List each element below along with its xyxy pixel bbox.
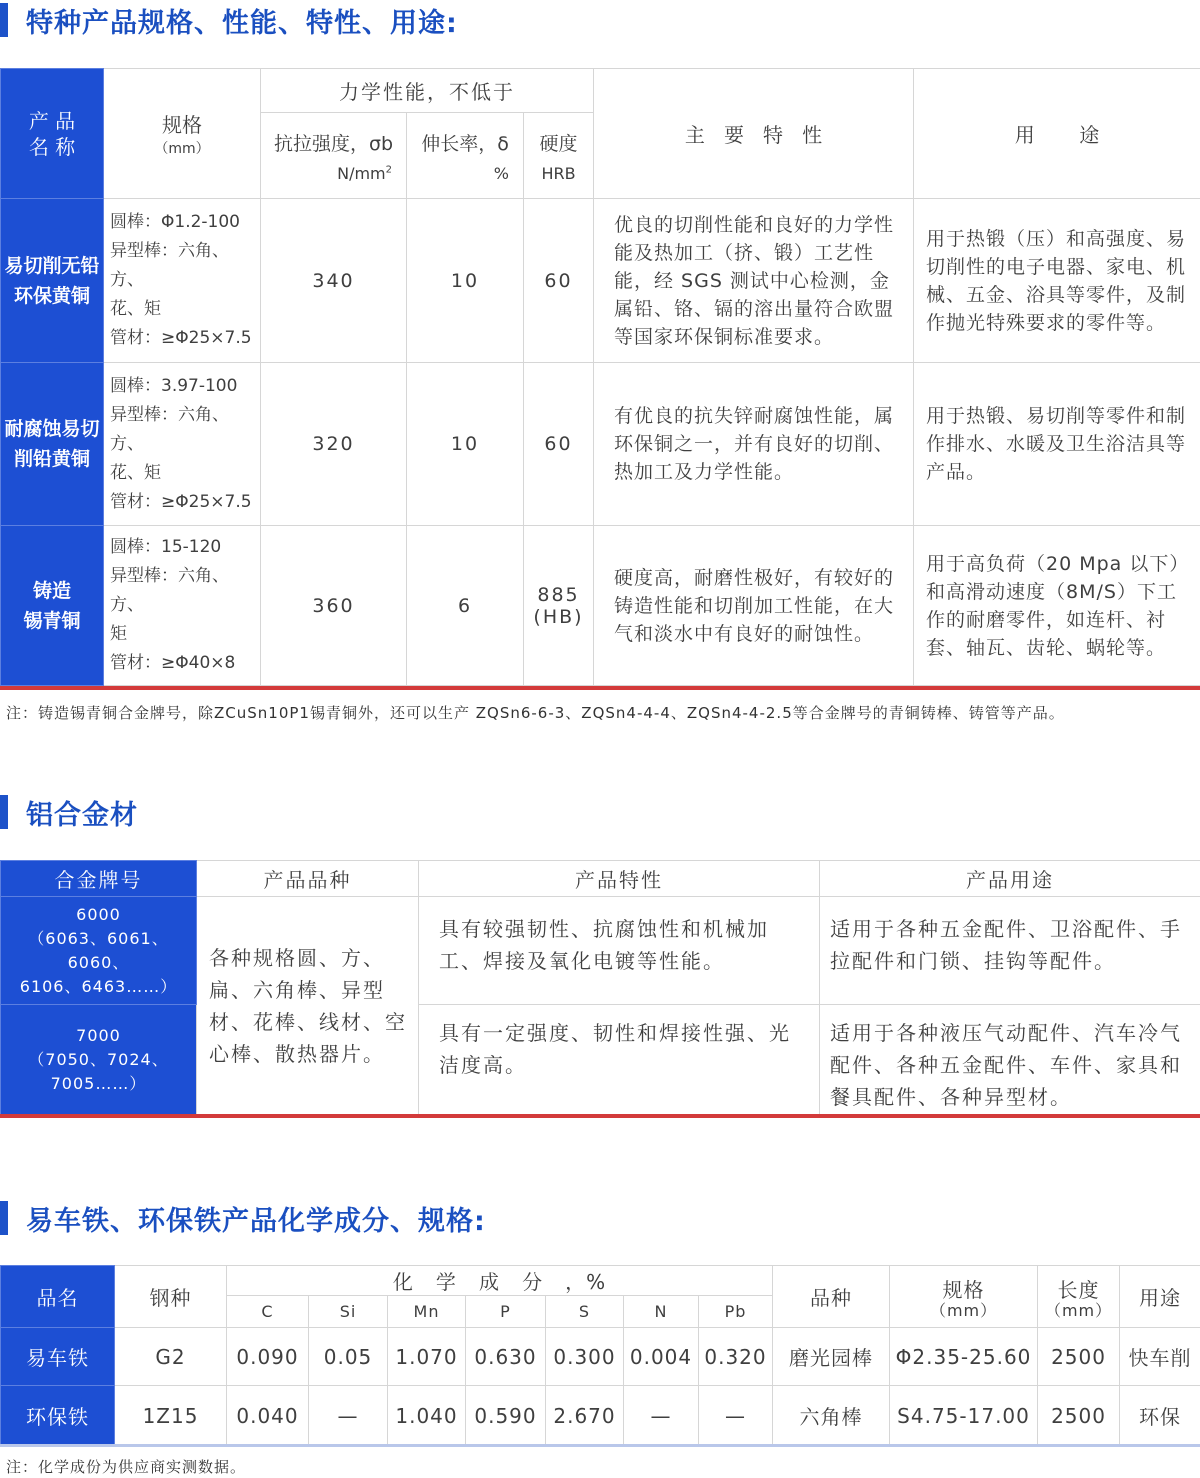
pb-value-cell: 0.320 <box>699 1328 773 1386</box>
hardness-cell: 60 <box>524 363 594 526</box>
header-tensile <box>261 113 407 199</box>
section2-accent-bar <box>0 795 8 829</box>
spec-cell: Φ2.35-25.60 <box>890 1328 1038 1386</box>
header-hard-label: 硬度 <box>539 132 578 155</box>
features-cell: 硬度高，耐磨性极好，有较好的铸造性能和切削加工性能，在大气和淡水中有良好的耐蚀性。 <box>594 526 914 686</box>
variety-cell: 六角棒 <box>773 1386 890 1446</box>
spec-cell: 圆棒：3.97-100 异型棒：六角、方、 花、矩 管材：≥Φ25×7.5 <box>104 363 261 526</box>
s-value-cell: 0.300 <box>546 1328 624 1386</box>
alloy-grade-cell: 7000 （7050、7024、 7005……） <box>1 1005 197 1115</box>
product-properties-cell: 具有较强韧性、抗腐蚀性和机械加工、焊接及氧化电镀等性能。 <box>419 897 820 1005</box>
hardness-cell: 60 <box>524 199 594 363</box>
section1-accent-bar <box>0 3 8 37</box>
free-cutting-steel-table <box>0 1265 1200 1446</box>
steel-grade-cell: 1Z15 <box>115 1386 227 1446</box>
section2-divider <box>0 1114 1200 1118</box>
header-spec-label: 规格 <box>162 113 202 137</box>
header-tensile-unit-wrap <box>261 164 406 183</box>
c-value-cell: 0.090 <box>227 1328 309 1386</box>
header-spec <box>104 69 261 199</box>
mn-value-cell: 1.070 <box>388 1328 466 1386</box>
header-length-label: 长度 <box>1057 1278 1100 1302</box>
table-row <box>1 897 1200 1005</box>
header-element-p: P <box>466 1296 546 1328</box>
section1-heading <box>0 0 458 40</box>
header-chemical-composition: 化 学 成 分 ，% <box>227 1266 773 1296</box>
elongation-cell: 10 <box>407 363 524 526</box>
si-value-cell: 0.05 <box>309 1328 388 1386</box>
section3-title: 易车铁、环保铁产品化学成分、规格: <box>26 1205 486 1237</box>
product-uses-cell: 适用于各种五金配件、卫浴配件、手拉配件和门锁、挂钩等配件。 <box>820 897 1200 1005</box>
header-element-s: S <box>546 1296 624 1328</box>
product-name-cell: 易切削无铅 环保黄铜 <box>1 199 104 363</box>
alloy-grade-cell: 6000 （6063、6061、6060、 6106、6463……） <box>1 897 197 1005</box>
header-mechanical: 力学性能，不低于 <box>261 69 594 113</box>
length-cell: 2500 <box>1038 1386 1120 1446</box>
features-cell: 优良的切削性能和良好的力学性能及热加工（挤、锻）工艺性能，经 SGS 测试中心检测，金属铅、铬、镉的溶出量符合欧盟等国家环保铜标准要求。 <box>594 199 914 363</box>
header-product-variety: 产品品种 <box>197 861 419 897</box>
n-value-cell: — <box>624 1386 699 1446</box>
use-cell: 快车削 <box>1120 1328 1200 1386</box>
product-name-cell: 环保铁 <box>1 1386 115 1446</box>
spec-cell: S4.75-17.00 <box>890 1386 1038 1446</box>
section1-divider <box>0 686 1200 690</box>
header-hard-unit: HRB <box>541 163 576 183</box>
header-product-name: 产 品 名 称 <box>1 69 104 199</box>
table-row <box>1 363 1200 526</box>
header-element-c: C <box>227 1296 309 1328</box>
si-value-cell: — <box>309 1386 388 1446</box>
header-spec <box>890 1266 1038 1328</box>
table-row <box>1 199 1200 363</box>
header-element-n: N <box>624 1296 699 1328</box>
use-cell: 环保 <box>1120 1386 1200 1446</box>
section1-title: 特种产品规格、性能、特性、用途: <box>26 7 458 39</box>
header-steel-grade: 钢种 <box>115 1266 227 1328</box>
spec-cell: 圆棒：Φ1.2-100 异型棒：六角、方、 花、矩 管材：≥Φ25×7.5 <box>104 199 261 363</box>
c-value-cell: 0.040 <box>227 1386 309 1446</box>
header-spec-unit: （mm） <box>929 1301 998 1320</box>
section3-divider <box>0 1444 1200 1447</box>
steel-grade-cell: G2 <box>115 1328 227 1386</box>
hardness-cell: 885 (HB) <box>524 526 594 686</box>
product-name-cell: 易车铁 <box>1 1328 115 1386</box>
header-features: 主 要 特 性 <box>594 69 914 199</box>
header-use: 用途 <box>1120 1266 1200 1328</box>
header-tensile-sup: 2 <box>385 164 392 176</box>
s-value-cell: 2.670 <box>546 1386 624 1446</box>
table-row <box>1 1386 1200 1446</box>
header-hardness <box>524 113 594 199</box>
product-uses-cell: 适用于各种液压气动配件、汽车冷气配件、各种五金配件、车件、家具和餐具配件、各种异型材。 <box>820 1005 1200 1115</box>
section3-heading <box>0 1198 486 1238</box>
product-variety-cell: 各种规格圆、方、扁、六角棒、异型材、花棒、线材、空心棒、散热器片。 <box>197 897 419 1115</box>
header-spec-unit: （mm） <box>154 141 210 157</box>
uses-cell: 用于高负荷（20 Mpa 以下）和高滑动速度（8M/S）下工作的耐磨零件，如连杆、衬套、轴瓦、齿轮、蜗轮等。 <box>914 526 1200 686</box>
header-tensile-label: 抗拉强度，σb <box>273 132 394 155</box>
aluminum-alloy-table <box>0 860 1200 1115</box>
header-variety: 品种 <box>773 1266 890 1328</box>
pb-value-cell: — <box>699 1386 773 1446</box>
p-value-cell: 0.590 <box>466 1386 546 1446</box>
elongation-cell: 6 <box>407 526 524 686</box>
header-element-si: Si <box>309 1296 388 1328</box>
header-length-unit: （mm） <box>1044 1301 1113 1320</box>
elongation-cell: 10 <box>407 199 524 363</box>
section3-note: 注：化学成份为供应商实测数据。 <box>6 1458 247 1476</box>
p-value-cell: 0.630 <box>466 1328 546 1386</box>
features-cell: 有优良的抗失锌耐腐蚀性能，属环保铜之一，并有良好的切削、热加工及力学性能。 <box>594 363 914 526</box>
section3-accent-bar <box>0 1201 8 1235</box>
table-row <box>1 1005 1200 1115</box>
header-element-mn: Mn <box>388 1296 466 1328</box>
header-element-pb: Pb <box>699 1296 773 1328</box>
product-name-cell: 耐腐蚀易切 削铅黄铜 <box>1 363 104 526</box>
uses-cell: 用于热锻（压）和高强度、易切削性的电子电器、家电、机械、五金、浴具等零件，及制作抛光特殊要求的零件等。 <box>914 199 1200 363</box>
header-elong-label: 伸长率，δ <box>421 132 509 155</box>
special-products-table <box>0 68 1200 686</box>
product-properties-cell: 具有一定强度、韧性和焊接性强、光洁度高。 <box>419 1005 820 1115</box>
tensile-cell: 360 <box>261 526 407 686</box>
header-product-properties: 产品特性 <box>419 861 820 897</box>
section1-note: 注：铸造锡青铜合金牌号，除ZCuSn10P1锡青铜外，还可以生产 ZQSn6-6-3、ZQSn4-4-4、ZQSn4-4-2.5等合金牌号的青铜铸棒、铸管等产品。 <box>6 704 1065 722</box>
mn-value-cell: 1.040 <box>388 1386 466 1446</box>
header-product-uses: 产品用途 <box>820 861 1200 897</box>
header-spec-label: 规格 <box>942 1278 985 1302</box>
table-row <box>1 526 1200 686</box>
n-value-cell: 0.004 <box>624 1328 699 1386</box>
tensile-cell: 320 <box>261 363 407 526</box>
header-elongation <box>407 113 524 199</box>
product-name-cell: 铸造 锡青铜 <box>1 526 104 686</box>
header-tensile-unit: N/mm <box>337 163 386 183</box>
uses-cell: 用于热锻、易切削等零件和制作排水、水暖及卫生浴洁具等产品。 <box>914 363 1200 526</box>
header-elong-unit: % <box>493 163 509 183</box>
variety-cell: 磨光园棒 <box>773 1328 890 1386</box>
spec-cell: 圆棒：15-120 异型棒：六角、方、 矩 管材：≥Φ40×8 <box>104 526 261 686</box>
header-uses: 用 途 <box>914 69 1200 199</box>
header-alloy-grade: 合金牌号 <box>1 861 197 897</box>
tensile-cell: 340 <box>261 199 407 363</box>
header-length <box>1038 1266 1120 1328</box>
length-cell: 2500 <box>1038 1328 1120 1386</box>
section2-title: 铝合金材 <box>26 799 138 831</box>
table-row <box>1 1328 1200 1386</box>
header-product-name: 品名 <box>1 1266 115 1328</box>
section2-heading <box>0 792 138 832</box>
